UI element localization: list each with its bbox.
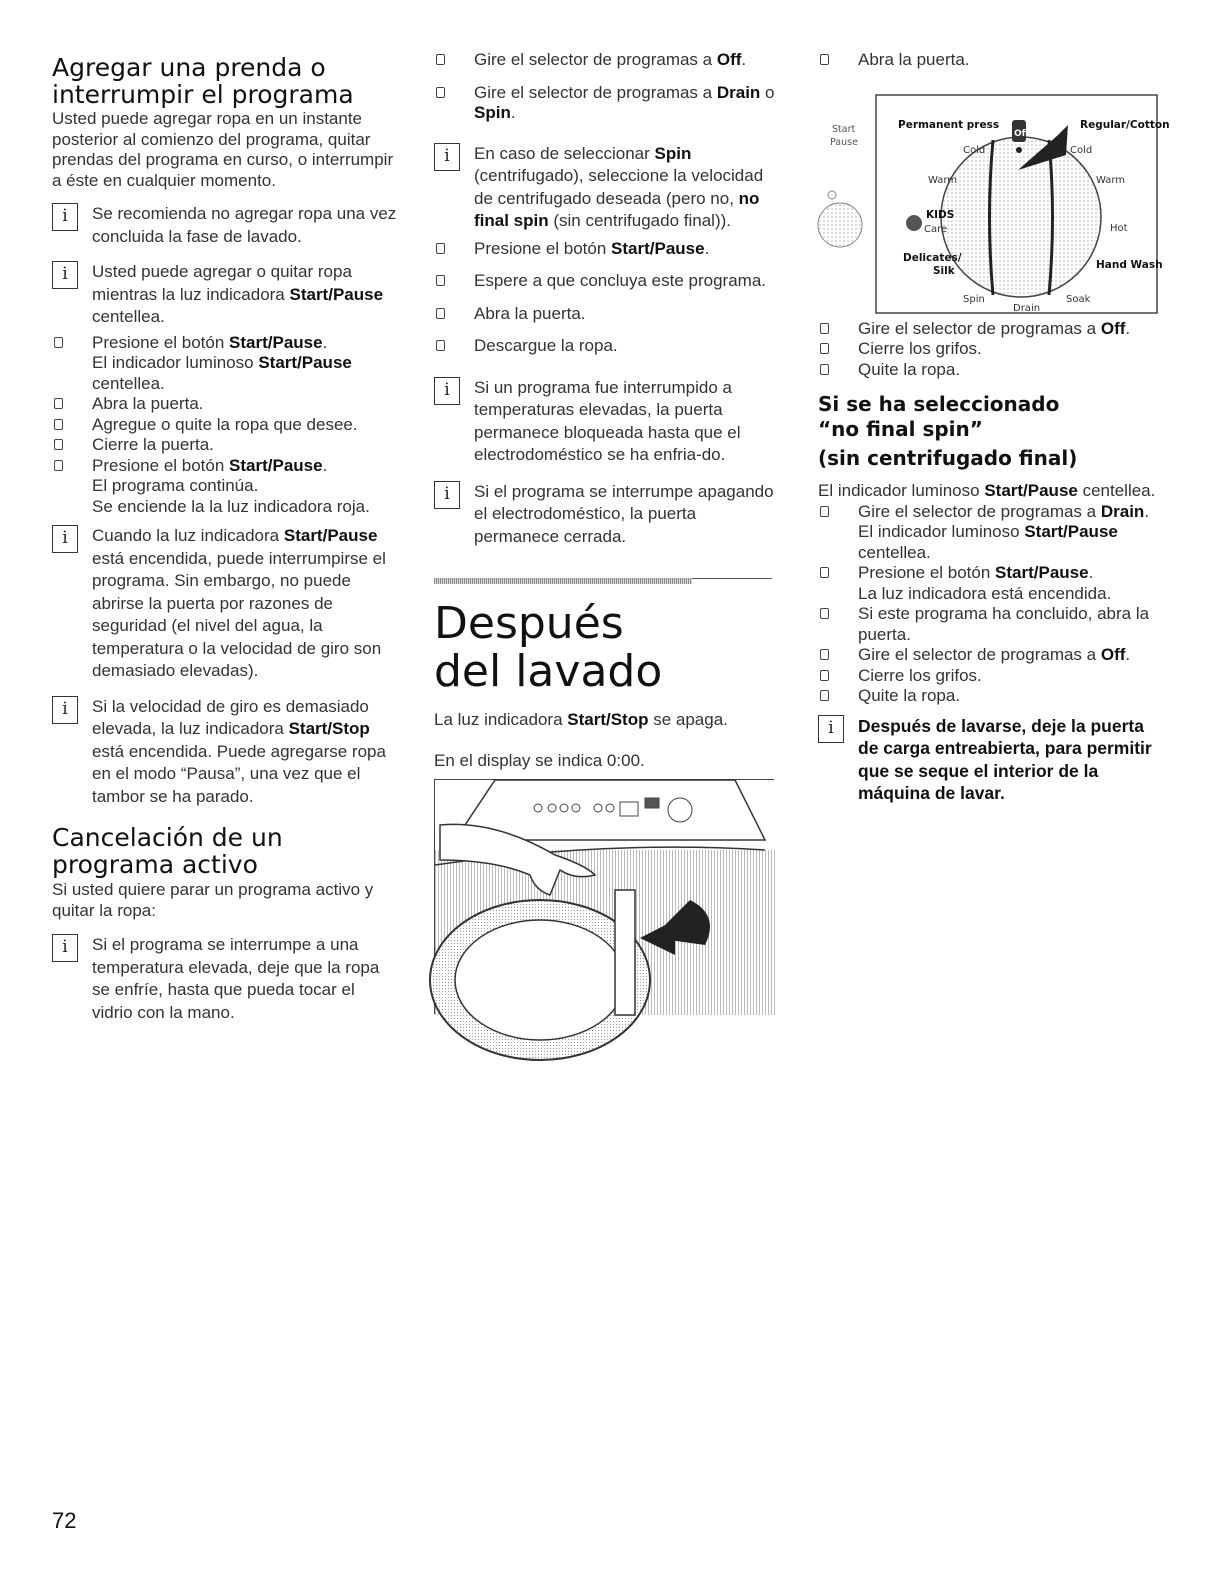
step-item	[818, 645, 1163, 666]
checkbox-icon	[54, 337, 63, 348]
chapter-heading-after-wash	[434, 600, 779, 696]
washer-door-drawing	[435, 780, 775, 1015]
step-text: El indicador luminoso	[92, 353, 259, 372]
heading-line-2: “no final spin”	[818, 417, 983, 441]
step-bold: Drain	[716, 82, 761, 102]
step-text: Abra la puerta.	[858, 50, 970, 69]
note-bold: no final spin	[474, 188, 760, 230]
step-text: Gire el selector de programas a	[474, 82, 717, 102]
step-item	[818, 604, 1163, 645]
step-item	[52, 456, 397, 518]
note-text: En caso de seleccionar	[474, 143, 655, 163]
note-bold: Start/Pause	[289, 284, 384, 304]
info-icon: i	[434, 143, 460, 171]
label-warm-right: Warm	[1096, 174, 1126, 186]
label-off: Off	[1014, 128, 1029, 139]
checkbox-icon	[54, 398, 63, 409]
heading-line-1: Después	[434, 598, 624, 649]
step-text: o	[760, 82, 775, 102]
step-text: .	[322, 332, 328, 352]
column-left	[52, 40, 397, 1024]
step-text: Cierre los grifos.	[858, 339, 982, 358]
section-heading-no-final-spin	[818, 392, 1163, 471]
text: se apaga.	[648, 710, 728, 729]
step-text: Agregue o quite la ropa que desee.	[92, 414, 358, 434]
text: El indicador luminoso	[818, 481, 985, 500]
heading-line-2: programa activo	[52, 850, 258, 879]
step-item	[434, 239, 779, 260]
label-cold-right: Cold	[1070, 144, 1093, 156]
note-bold: Start/Stop	[288, 719, 370, 738]
checkbox-icon	[820, 670, 829, 681]
step-text: El programa continúa.	[92, 476, 259, 495]
checkbox-icon	[436, 54, 445, 65]
step-text: .	[741, 50, 747, 69]
checkbox-icon	[436, 243, 445, 254]
info-icon: i	[818, 715, 844, 743]
text-bold: Start/Stop	[567, 710, 649, 729]
text-bold: Start/Pause	[984, 481, 1078, 500]
info-note	[434, 143, 779, 233]
step-bold: Start/Pause	[611, 238, 705, 258]
step-text: centellea.	[858, 542, 931, 562]
step-text: Cierre la puerta.	[92, 435, 214, 454]
step-text: .	[704, 238, 710, 258]
step-text: . El indicador luminoso	[858, 501, 1150, 541]
note-text: (centrifugado), seleccione la velocidad de centrifugado deseada (pero no,	[474, 166, 764, 208]
note-bold: Spin	[654, 143, 692, 163]
step-bold: Off	[1100, 318, 1126, 338]
info-icon: i	[52, 696, 78, 724]
step-text: centellea.	[92, 373, 165, 393]
label-pause: Pause	[830, 136, 858, 148]
paragraph: En el display se indica 0:00.	[434, 750, 645, 770]
step-text: .	[322, 455, 328, 475]
step-text: Si este programa ha concluido, abra la puerta.	[858, 604, 1150, 644]
step-bold: Start/Pause	[995, 563, 1089, 582]
label-hot: Hot	[1110, 222, 1128, 234]
info-icon: i	[52, 934, 78, 962]
note-text: Si un programa fue interrumpido a temperaturas elevadas, la puerta permanece bloqueada hasta que el electrodoméstico se ha enfria-do.	[474, 377, 741, 464]
heading-line-1: Cancelación de un	[52, 823, 283, 852]
heading-line-3: (sin centrifugado final)	[818, 446, 1078, 470]
label-delicates: Delicates/	[903, 251, 962, 264]
step-text: Descargue la ropa.	[474, 336, 618, 355]
step-text: .	[1125, 645, 1131, 664]
info-note	[52, 261, 397, 329]
paragraph	[818, 481, 1163, 502]
step-text: Gire el selector de programas a	[858, 501, 1101, 521]
label-start: Start	[832, 123, 856, 135]
checkbox-icon	[820, 506, 829, 517]
step-text: Gire el selector de programas a	[474, 50, 717, 69]
checkbox-icon	[54, 419, 63, 430]
checkbox-icon	[820, 343, 829, 354]
step-text: Presione el botón	[858, 563, 996, 582]
step-bold: Start/Pause	[258, 353, 352, 372]
text: centellea.	[1077, 481, 1156, 500]
text: La luz indicadora	[434, 710, 568, 729]
intro-paragraph: Si usted quiere parar un programa activo y quitar la ropa:	[52, 880, 374, 920]
step-bold: Start/Pause	[229, 455, 323, 475]
note-text: (sin centrifugado final)).	[548, 211, 731, 230]
label-care: Care	[924, 223, 948, 235]
step-item	[434, 304, 779, 325]
label-permanent-press: Permanent press	[898, 118, 1000, 131]
label-cold: Cold	[963, 144, 986, 156]
step-bold: Drain	[1100, 501, 1145, 521]
info-note	[52, 934, 397, 1024]
note-text: Si la velocidad de giro es demasiado elevada, la luz indicadora	[92, 696, 369, 738]
step-item	[434, 83, 779, 124]
step-text: Quite la ropa.	[858, 359, 961, 379]
note-text: está encendida, puede interrumpirse el programa. Sin embargo, no puede abrirse la puerta por razones de seguridad (el nivel del agua, la temperatura o la velocidad de giro son demasiado elevadas).	[92, 548, 386, 680]
checkbox-icon	[820, 608, 829, 619]
step-bold: Off	[1100, 645, 1126, 664]
step-text: La luz indicadora está encendida.	[858, 583, 1112, 603]
step-item	[818, 50, 1163, 71]
intro-paragraph: Usted puede agregar ropa en un instante posterior al comienzo del programa, quitar prendas del programa en curso, o interrumpir a éste en cualquier momento.	[52, 109, 394, 190]
section-heading-cancel-program	[52, 824, 397, 878]
note-text: Se recomienda no agregar ropa una vez concluida la fase de lavado.	[92, 204, 397, 246]
step-bold: Spin	[474, 103, 511, 122]
divider-hatched-bar	[434, 578, 692, 584]
note-text: Si el programa se interrumpe a una temperatura elevada, deje que la ropa se enfríe, hasta que pueda tocar el vidrio con la mano.	[92, 935, 380, 1022]
checkbox-icon	[54, 439, 63, 450]
checkbox-icon	[436, 308, 445, 319]
step-text: Presione el botón	[474, 238, 612, 258]
info-note	[818, 715, 1163, 805]
program-dial-drawing	[818, 75, 1170, 315]
checkbox-icon	[820, 649, 829, 660]
checkbox-icon	[820, 364, 829, 375]
label-regular-cotton: Regular/Cotton	[1080, 118, 1170, 131]
step-item	[434, 271, 779, 292]
info-note	[52, 525, 397, 683]
checkbox-icon	[820, 567, 829, 578]
paragraph	[434, 710, 779, 731]
step-bold: Off	[716, 50, 742, 69]
note-text: centellea.	[92, 307, 165, 326]
step-item	[52, 435, 397, 456]
step-text: .	[510, 103, 516, 122]
step-bold: Start/Pause	[229, 332, 323, 352]
label-hand-wash: Hand Wash	[1096, 258, 1163, 271]
program-dial-illustration	[818, 75, 1170, 315]
bear-icon	[906, 215, 922, 231]
info-icon: i	[52, 203, 78, 231]
step-bold: Start/Pause	[1024, 522, 1118, 541]
step-text: Gire el selector de programas a	[858, 645, 1101, 664]
checkbox-icon	[820, 690, 829, 701]
step-item	[818, 339, 1163, 360]
divider-line	[692, 578, 772, 579]
info-note	[434, 481, 779, 549]
heading-line-1: Agregar una prenda o	[52, 53, 326, 82]
note-text: Si el programa se interrumpe apagando el electrodoméstico, la puerta permanece cerrada.	[474, 481, 774, 546]
section-divider	[434, 578, 779, 584]
info-icon: i	[434, 377, 460, 405]
note-text: Usted puede agregar o quitar ropa mientras la luz indicadora	[92, 262, 352, 304]
page-number: 72	[52, 1508, 77, 1533]
washer-door-illustration	[434, 779, 774, 1014]
section-heading-add-garment	[52, 54, 397, 108]
step-text: .	[1125, 318, 1131, 338]
step-item	[818, 686, 1163, 707]
label-drain: Drain	[1013, 302, 1041, 314]
checkbox-icon	[436, 87, 445, 98]
step-item	[52, 333, 397, 395]
column-middle	[434, 50, 779, 1014]
info-icon: i	[434, 481, 460, 509]
step-text: Abra la puerta.	[474, 303, 586, 323]
column-right	[818, 50, 1170, 805]
step-item	[818, 360, 1163, 381]
step-text: Se enciende la la luz indicadora roja.	[92, 496, 370, 516]
checkbox-icon	[820, 54, 829, 65]
step-text: Quite la ropa.	[858, 686, 961, 705]
step-item	[52, 415, 397, 436]
note-bold: Start/Pause	[283, 526, 378, 545]
info-icon: i	[52, 261, 78, 289]
step-item	[818, 502, 1163, 564]
checkbox-icon	[436, 340, 445, 351]
note-text: Después de lavarse, deje la puerta de carga entreabierta, para permitir que se seque el interior de la máquina de lavar.	[858, 715, 1152, 803]
step-text: Espere a que concluya este programa.	[474, 271, 767, 290]
step-text: Presione el botón	[92, 332, 230, 352]
step-item	[434, 50, 779, 71]
step-item	[434, 336, 779, 357]
info-note	[52, 696, 397, 809]
label-soak: Soak	[1066, 293, 1091, 305]
label-kids: KIDS	[926, 208, 955, 221]
step-item	[818, 319, 1163, 340]
checkbox-icon	[820, 323, 829, 334]
note-text: Cuando la luz indicadora	[92, 526, 284, 545]
step-item	[52, 394, 397, 415]
step-text: Gire el selector de programas a	[858, 318, 1101, 338]
info-note	[434, 377, 779, 467]
step-text: Cierre los grifos.	[858, 665, 982, 685]
step-text: Abra la puerta.	[92, 394, 204, 413]
checkbox-icon	[54, 460, 63, 471]
heading-line-2: del lavado	[434, 646, 663, 697]
step-item	[818, 563, 1163, 604]
label-silk: Silk	[933, 264, 955, 277]
step-item	[818, 666, 1163, 687]
note-text: está encendida. Puede agregarse ropa en el modo “Pausa”, una vez que el tambor se ha parado.	[92, 741, 386, 806]
step-text: Presione el botón	[92, 455, 230, 475]
heading-line-1: Si se ha seleccionado	[818, 392, 1060, 416]
label-warm: Warm	[928, 174, 958, 186]
checkbox-icon	[436, 275, 445, 286]
info-icon: i	[52, 525, 78, 553]
info-note	[52, 203, 397, 248]
step-text: .	[1088, 563, 1094, 582]
heading-line-2: interrumpir el programa	[52, 80, 354, 109]
label-spin: Spin	[963, 293, 985, 305]
